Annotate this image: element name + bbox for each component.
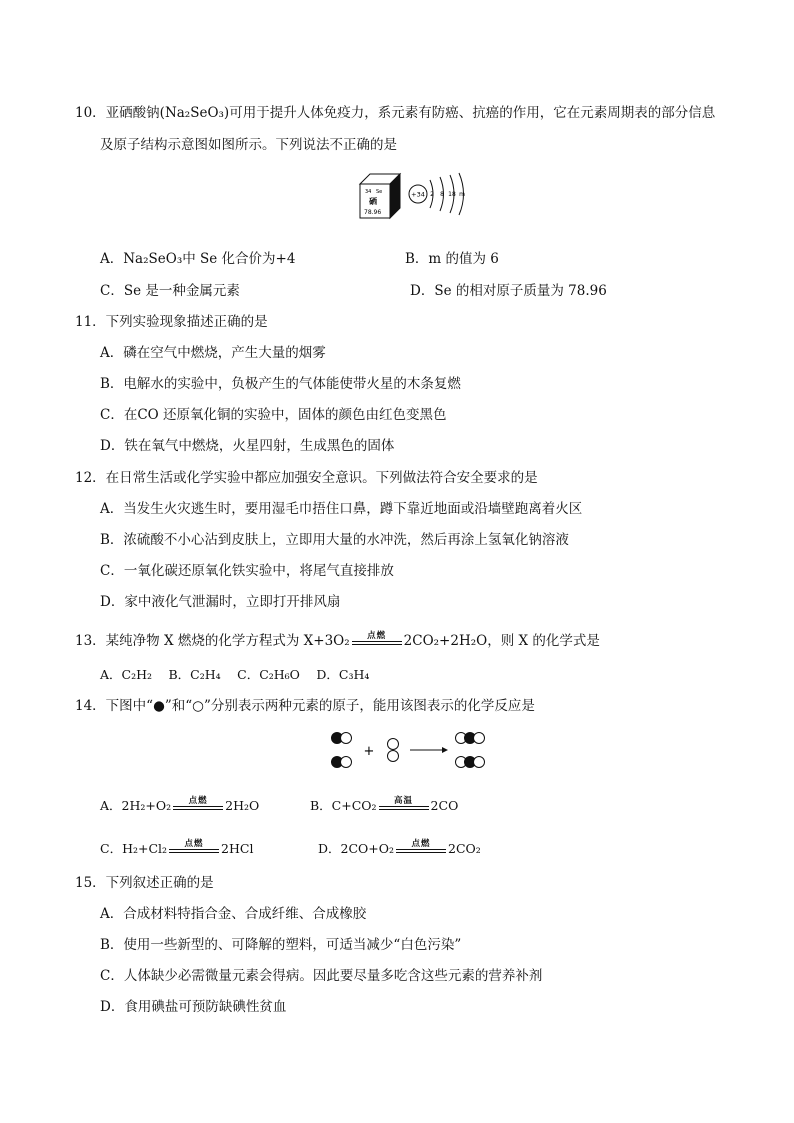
reaction-arrow (350, 632, 404, 650)
q13-stem-post: 2CO₂+2H₂O，则 X 的化学式是 (403, 633, 600, 649)
reaction-arrow (377, 797, 431, 815)
q12-stem: 12．在日常生活或化学实验中都应加强安全意识。下列做法符合安全要求的是 (75, 470, 538, 486)
q10-option-d: D．Se 的相对原子质量为 78.96 (410, 283, 607, 299)
q14-option-b (310, 797, 458, 815)
periodic-cell-icon (360, 174, 400, 218)
q14-stem: 14．下图中“●”和“○”分别表示两种元素的原子，能用该图表示的化学反应是 (75, 698, 535, 714)
q10-stem-line1: 10．亚硒酸钠(Na₂SeO₃)可用于提升人体免疫力，系元素有防癌、抗癌的作用，它在元素周期表的部分信息 (75, 105, 716, 121)
q11-option-d: D．铁在氧气中燃烧，火星四射，生成黑色的固体 (100, 438, 395, 454)
selenium-figure (356, 170, 476, 220)
q11-option-b: B．电解水的实验中，负极产生的气体能使带火星的木条复燃 (100, 376, 461, 392)
reaction-condition: 点燃 (188, 796, 208, 806)
reaction-arrow (167, 840, 221, 858)
shell-3: 18 (448, 191, 456, 198)
q14-option-c (100, 840, 253, 858)
product-molecule-2-icon (456, 757, 485, 768)
q13-stem (75, 632, 600, 650)
q11-option-c: C．在CO 还原氧化铜的实验中，固体的颜色由红色变黑色 (100, 407, 447, 423)
q14-option-a (100, 797, 259, 815)
q14-d-products: 2CO₂ (448, 841, 481, 856)
cell-number: 34 (365, 189, 372, 195)
q15-option-b: B．使用一些新型的、可降解的塑料，可适当减少“白色污染” (100, 937, 462, 953)
product-molecule-1-icon (456, 733, 485, 744)
reaction-arrow (171, 797, 225, 815)
q15-option-d: D．食用碘盐可预防缺碘性贫血 (100, 999, 287, 1015)
q14-b-reactants: B．C+CO₂ (310, 798, 377, 813)
plus-sign: + (363, 744, 375, 759)
q10-option-b: B．m 的值为 6 (405, 251, 499, 267)
q14-d-reactants: D．2CO+O₂ (318, 841, 395, 856)
q15-option-a: A．合成材料特指合金、合成纤维、合成橡胶 (100, 906, 367, 922)
q13-stem-pre: 13．某纯净物 X 燃烧的化学方程式为 X+3O₂ (75, 633, 350, 649)
q14-a-reactants: A．2H₂+O₂ (100, 798, 172, 813)
reaction-condition: 点燃 (411, 839, 431, 849)
q10-option-a: A．Na₂SeO₃中 Se 化合价为+4 (100, 251, 296, 267)
q12-option-a: A．当发生火灾逃生时，要用湿毛巾捂住口鼻，蹲下靠近地面或沿墙壁跑离着火区 (100, 501, 583, 517)
q13-options: A．C₂H₂ B．C₂H₄ C．C₂H₆O D．C₃H₄ (100, 667, 370, 682)
q10-option-c: C．Se 是一种金属元素 (100, 283, 240, 299)
shell-2: 8 (440, 191, 444, 198)
nucleus-charge: +34 (411, 190, 425, 199)
q10-stem-line2: 及原子结构示意图如图所示。下列说法不正确的是 (100, 137, 397, 153)
arrow-right-icon (410, 747, 448, 753)
reactant-molecule-3-icon (388, 739, 399, 762)
reactant-molecule-2-icon (332, 757, 352, 768)
q15-option-c: C．人体缺少必需微量元素会得病。因此要尽量多吃含这些元素的营养补剂 (100, 968, 543, 984)
q14-a-products: 2H₂O (225, 798, 260, 813)
q12-option-d: D．家中液化气泄漏时，立即打开排风扇 (100, 594, 341, 610)
reaction-condition: 点燃 (184, 839, 204, 849)
q14-c-products: 2HCl (221, 841, 254, 856)
q11-option-a: A．磷在空气中燃烧，产生大量的烟雾 (100, 345, 326, 361)
q14-b-products: 2CO (430, 798, 459, 813)
reactant-molecule-1-icon (332, 733, 352, 744)
q11-stem: 11．下列实验现象描述正确的是 (75, 314, 268, 330)
q14-option-d (318, 840, 481, 858)
q12-option-c: C．一氧化碳还原氧化铁实验中，将尾气直接排放 (100, 563, 394, 579)
q14-c-reactants: C．H₂+Cl₂ (100, 841, 168, 856)
shell-1: 2 (430, 191, 434, 198)
reaction-condition: 点燃 (367, 631, 387, 641)
cell-name: 硒 (369, 197, 377, 206)
reaction-arrow (394, 840, 448, 858)
q12-option-b: B．浓硫酸不小心沾到皮肤上，立即用大量的水冲洗，然后再涂上氢氧化钠溶液 (100, 532, 569, 548)
cell-mass: 78.96 (364, 209, 382, 216)
reaction-condition: 高温 (394, 796, 414, 806)
atom-structure-icon (409, 173, 465, 215)
q15-stem: 15．下列叙述正确的是 (75, 875, 214, 891)
cell-symbol: Se (376, 189, 383, 195)
reaction-diagram (322, 728, 502, 774)
shell-4: m (459, 191, 465, 198)
